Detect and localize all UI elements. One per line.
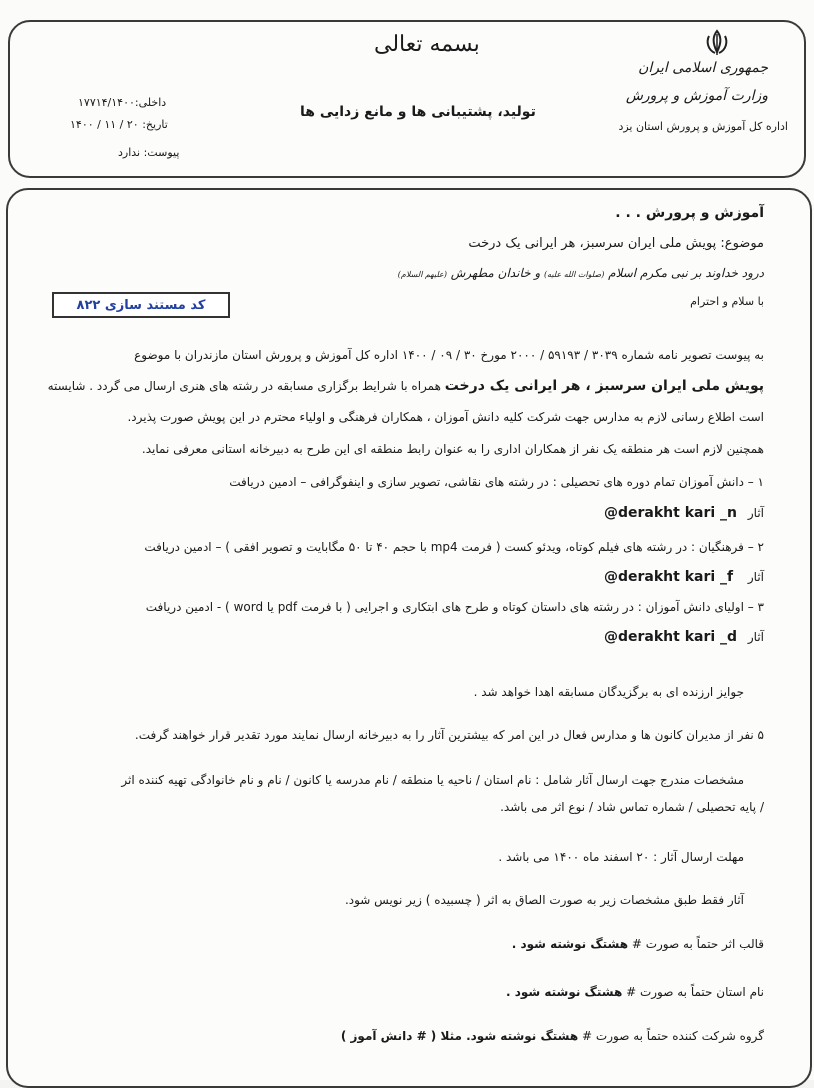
- paragraph-line: پویش ملی ایران سرسبز ، هر ایرانی یک درخت همراه با شرایط برگزاری مسابقه در رشته های هنری ارسال می گردد . شایسته: [47, 378, 764, 394]
- managers-note: ۵ نفر از مدیران کانون ها و مدارس فعال در این امر که بیشترین آثار را به دبیرخانه ارسال نمایند مورد تقدیر قرار خواهند گرفت.: [134, 728, 764, 742]
- label-note: آثار فقط طبق مشخصات زیر به صورت الصاق به اثر ( چسبیده ) زیر نویس شود.: [344, 893, 744, 907]
- paragraph-line: به پیوست تصویر نامه شماره ۳۰۳۹ / ۵۹۱۹۳ / ۲۰۰۰ مورخ ۳۰ / ۰۹ / ۱۴۰۰ اداره کل آموزش و پرورش استان مازندران با موضوع: [134, 348, 764, 362]
- spec-line: / پایه تحصیلی / شماره تماس شاد / نوع اثر می باشد.: [500, 800, 764, 814]
- document-code-box: کد مستند سازی ۸۲۲: [52, 292, 230, 318]
- admin-handle-2: @derakht kari _f: [604, 569, 734, 585]
- bismillah-calligraphy: بسمه تعالی: [374, 32, 480, 57]
- letter-number: داخلی:۱۷۷۱۴/۱۴۰۰: [78, 96, 167, 109]
- letter-subject: موضوع: پویش ملی ایران سرسبز، هر ایرانی یک درخت: [468, 236, 764, 251]
- admin-handle-1: @derakht kari _n: [604, 505, 738, 521]
- paragraph-line: همچنین لازم است هر منطقه یک نفر از همکاران اداری را به عنوان رابط منطقه ای این طرح به دبیرخانه استانی معرفی نماید.: [141, 442, 764, 456]
- ministry-name: وزارت آموزش و پرورش: [625, 88, 768, 104]
- campaign-name: پویش ملی ایران سرسبز ، هر ایرانی یک درخت: [444, 378, 764, 394]
- letter-date: تاریخ: ۲۰ / ۱۱ / ۱۴۰۰: [70, 118, 168, 131]
- hashtag-rule-2: نام استان حتماً به صورت # هشتگ نوشته شود .: [505, 985, 764, 999]
- deadline-note: مهلت ارسال آثار : ۲۰ اسفند ماه ۱۴۰۰ می باشد .: [498, 850, 744, 864]
- prizes-note: جوایز ارزنده ای به برگزیدگان مسابقه اهدا خواهد شد .: [473, 685, 744, 699]
- category-item-1: ۱ – دانش آموزان تمام دوره های تحصیلی : در رشته های نقاشی، تصویر سازی و اینفوگرافی – ادمین دریافت: [229, 475, 764, 489]
- directorate-name: اداره کل آموزش و پرورش استان یزد: [618, 120, 788, 133]
- country-name: جمهوری اسلامی ایران: [638, 60, 768, 76]
- iran-emblem-icon: [702, 28, 732, 58]
- letter-attachment: پیوست: ندارد: [118, 146, 180, 159]
- hashtag-rule-1: قالب اثر حتماً به صورت # هشتگ نوشته شود .: [511, 937, 764, 951]
- category-item-3: ۳ – اولیای دانش آموزان : در رشته های داستان کوتاه و طرح های ابتکاری و اجرایی ( با فرمت pdf یا word ) - ادمین دریافت: [145, 600, 764, 614]
- category-item-2: ۲ – فرهنگیان : در رشته های فیلم کوتاه، ویدئو کست ( فرمت mp4 با حجم ۴۰ تا ۵۰ مگابایت و تصویر افقی ) – ادمین دریافت: [144, 540, 764, 554]
- category-item-2-tail: آثار: [747, 570, 764, 584]
- category-item-1-tail: آثار: [747, 506, 764, 520]
- greeting-durood: درود خداوند بر نبی مکرم اسلام (صلوات الله علیه) و خاندان مطهرش (علیهم السلام): [397, 266, 764, 280]
- admin-handle-3: @derakht kari _d: [604, 629, 738, 645]
- greeting-respect: با سلام و احترام: [690, 295, 764, 308]
- recipient-salutation: آموزش و پرورش . . .: [615, 205, 764, 221]
- spec-line: مشخصات مندرج جهت ارسال آثار شامل : نام استان / ناحیه یا منطقه / نام مدرسه یا کانون / نام و نام خانوادگی تهیه کننده اثر: [121, 773, 744, 787]
- paragraph-line: است اطلاع رسانی لازم به مدارس جهت شرکت کلیه دانش آموزان ، همکاران فرهنگی و اولیاء محترم در این پویش صورت پذیرد.: [127, 410, 764, 424]
- hashtag-rule-3: گروه شرکت کننده حتماً به صورت # هشتگ نوشته شود. مثلا ( # دانش آموز ): [340, 1029, 764, 1043]
- letterhead-slogan: تولید، پشتیبانی ها و مانع زدایی ها: [300, 104, 536, 120]
- category-item-3-tail: آثار: [747, 630, 764, 644]
